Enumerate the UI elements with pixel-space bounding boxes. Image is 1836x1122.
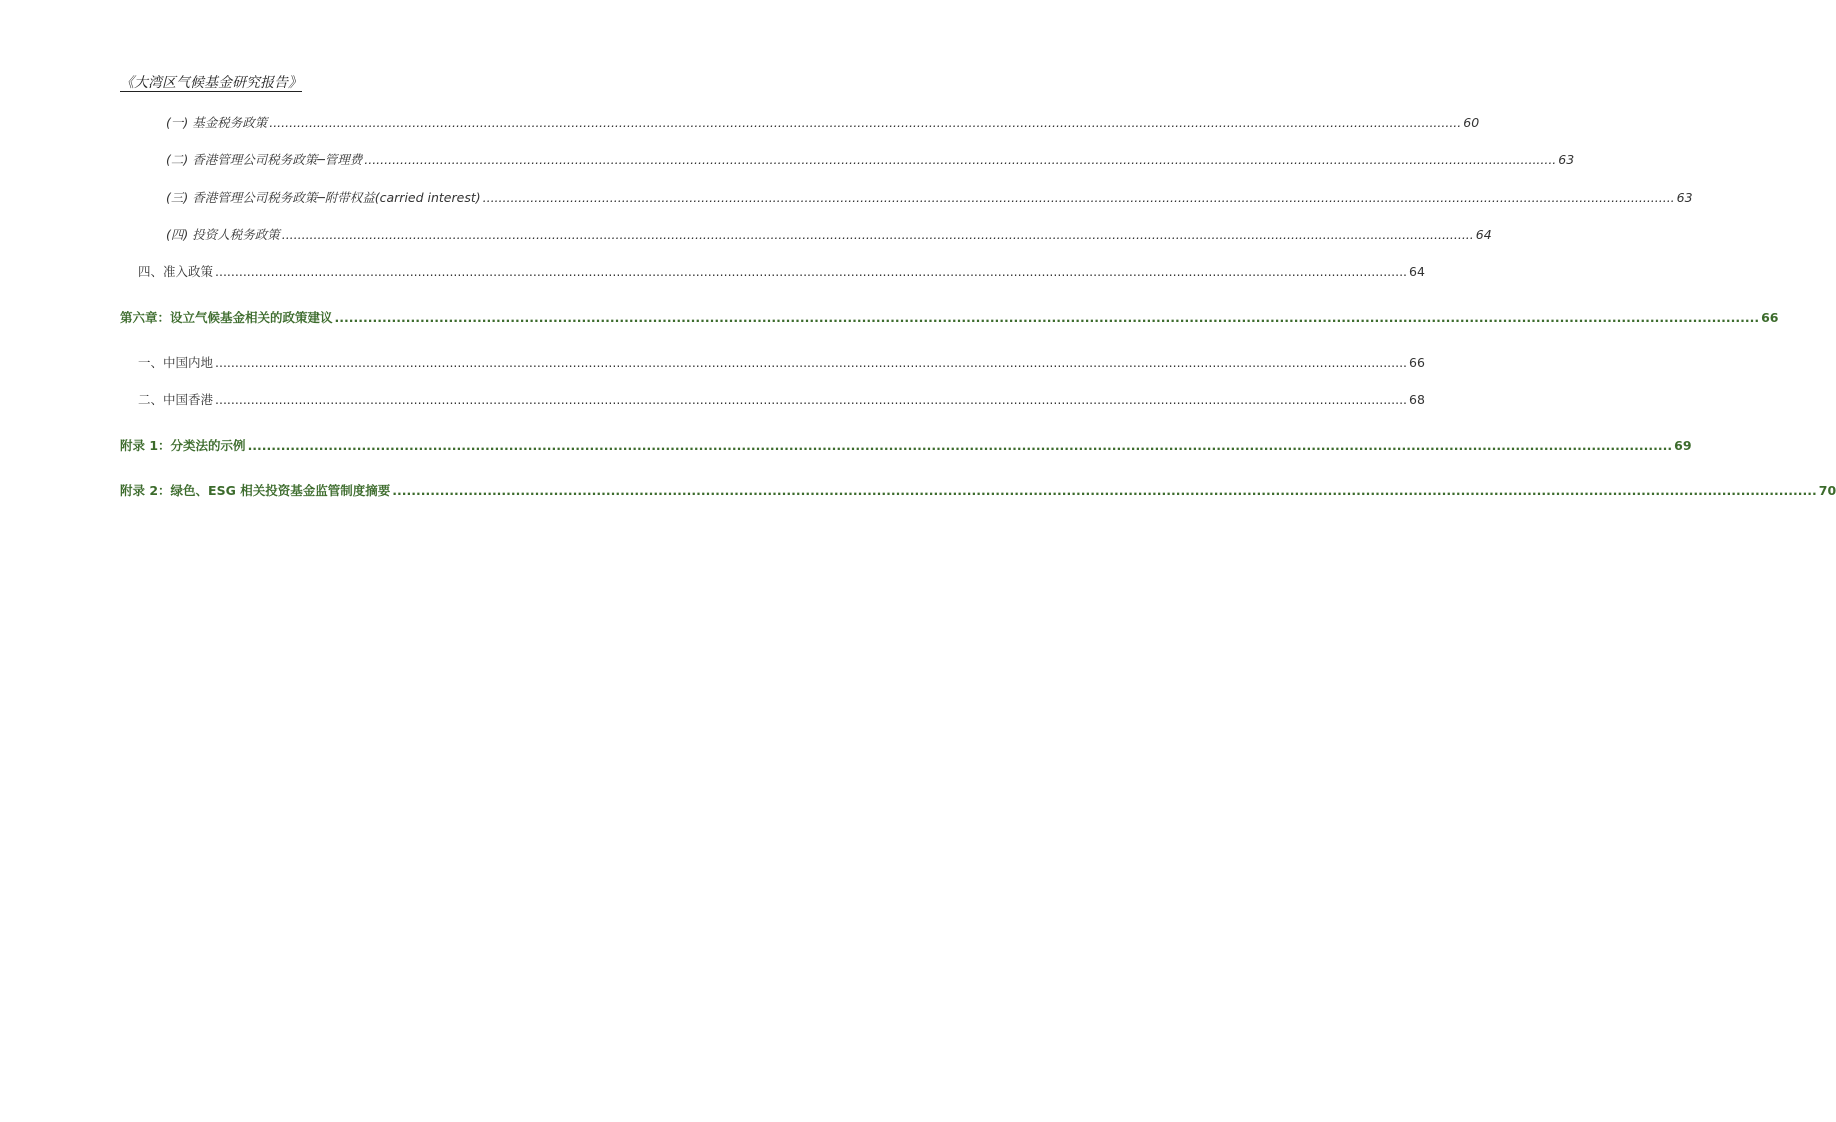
toc-entry-label: (四) 投资人税务政策 (166, 227, 280, 242)
toc-leader-dots: ............................................................................................................................................................................................................................................................................................................ (247, 438, 1673, 453)
toc-entry-chapter-six[interactable] (120, 308, 1779, 326)
toc-entry-label: 附录 1：分类法的示例 (120, 438, 246, 453)
toc-leader-dots: ............................................................................................................................................................................................................................................................................................................ (281, 227, 1474, 242)
toc-page-number: 70 (1818, 483, 1836, 498)
toc-entry-label: 二、中国香港 (138, 392, 214, 407)
toc-entry-label: 一、中国内地 (138, 355, 214, 370)
toc-leader-dots: ............................................................................................................................................................................................................................................................................................................ (392, 483, 1817, 498)
toc-entry-label: (一) 基金税务政策 (166, 115, 268, 130)
toc-leader-dots: ............................................................................................................................................................................................................................................................................................................ (215, 392, 1408, 407)
toc-entry-hong-kong[interactable] (138, 390, 1425, 408)
toc-leader-dots: ............................................................................................................................................................................................................................................................................................................ (364, 152, 1557, 167)
toc-entry-mainland-china[interactable] (138, 353, 1425, 371)
toc-page-number: 64 (1475, 227, 1492, 242)
toc-entry-label: (二) 香港管理公司税务政策─管理费 (166, 152, 363, 167)
toc-entry-appendix-1[interactable] (120, 436, 1692, 454)
toc-entry-appendix-2[interactable] (120, 481, 1836, 499)
header-underline (120, 91, 302, 92)
toc-entry-fund-tax-policy[interactable] (166, 113, 1480, 131)
toc-entry-label: 第六章：设立气候基金相关的政策建议 (120, 310, 333, 325)
toc-page-number: 66 (1761, 310, 1779, 325)
toc-page-number: 60 (1463, 115, 1480, 130)
toc-page-number: 69 (1674, 438, 1692, 453)
toc-page-number: 66 (1409, 355, 1425, 370)
toc-leader-dots: ............................................................................................................................................................................................................................................................................................................ (269, 115, 1462, 130)
toc-entry-label: (三) 香港管理公司税务政策─附带权益(carried interest) (166, 190, 481, 205)
toc-entry-carried-interest-tax[interactable] (166, 188, 1693, 206)
toc-leader-dots: ............................................................................................................................................................................................................................................................................................................ (215, 264, 1408, 279)
toc-entry-investor-tax[interactable] (166, 225, 1492, 243)
toc-leader-dots: ............................................................................................................................................................................................................................................................................................................ (215, 355, 1408, 370)
toc-page-number: 68 (1409, 392, 1425, 407)
toc-leader-dots: ............................................................................................................................................................................................................................................................................................................ (334, 310, 1760, 325)
report-header-title: 《大湾区气候基金研究报告》 (120, 75, 302, 91)
toc-page-number: 63 (1676, 190, 1693, 205)
toc-entry-access-policy[interactable] (138, 262, 1425, 280)
toc-page-number: 64 (1409, 264, 1425, 279)
toc-entry-label: 附录 2：绿色、ESG 相关投资基金监管制度摘要 (120, 483, 391, 498)
toc-page-number: 63 (1558, 152, 1575, 167)
toc-leader-dots: ............................................................................................................................................................................................................................................................................................................ (482, 190, 1675, 205)
toc-entry-management-fee-tax[interactable] (166, 150, 1575, 168)
toc-entry-label: 四、准入政策 (138, 264, 214, 279)
